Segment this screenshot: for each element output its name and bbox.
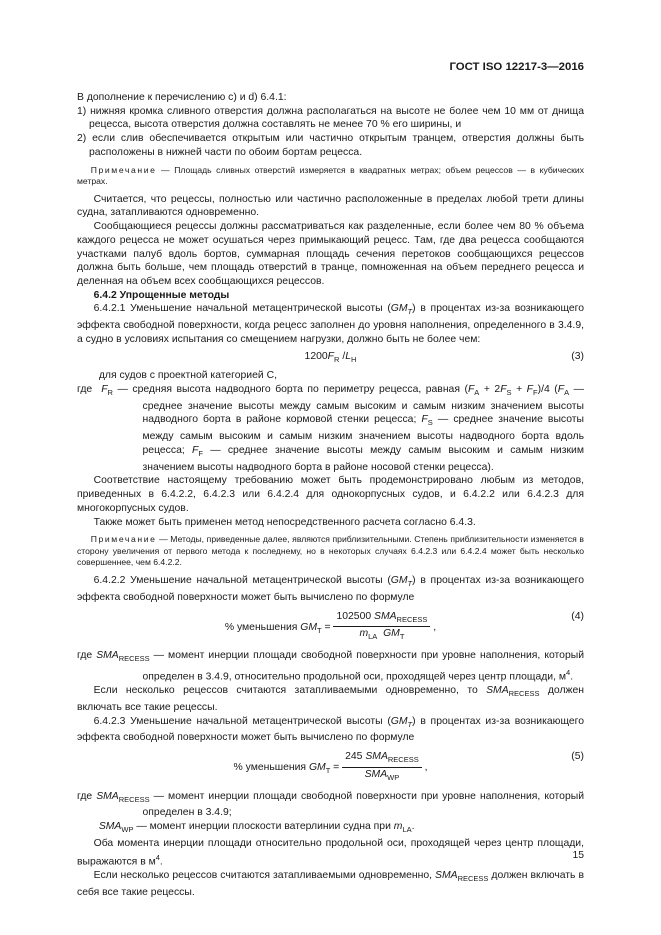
paragraph-multi-recess-1: Если несколько рецессов считаются затапливаемыми одновременно, то $SMA_{RECESS}$ должен включать все такие рецессы. (77, 685, 584, 713)
paragraph-connected: Сообщающиеся рецессы должны рассматриваться как разделенные, если более чем 80 % объема каждого рецесса не может осушаться через примыкающий рецесс. Там, где два рецесса сообщаются участками палуб вдоль бортов, суммарная площадь сечения перетоков сообщающихся рецессов должна быть больше, чем площадь отверстий в транце, помноженная на объем переднего рецесса и деленная на объем всех сообщающихся рецессов. (77, 221, 584, 287)
paragraph-intro: В дополнение к перечислению с) и d) 6.4.1: (77, 92, 287, 103)
paragraph-direct-calc: Также может быть применен метод непосредственного расчета согласно 6.4.3. (93, 516, 476, 528)
formula-number: (4) (571, 610, 584, 622)
paragraph-6-4-2-2: 6.4.2.2 Уменьшение начальной метацентрической высоты $(GM_T)$ в процентах из-за возникающего эффекта свободной поверхности может быть вычислено по формуле (77, 575, 584, 603)
note-1: Примечание — Площадь сливных отверстий измеряется в квадратных метрах; объем рецессов — в кубических метрах. (77, 164, 584, 187)
paragraph-6-4-2-1: 6.4.2.1 Уменьшение начальной метацентрической высоты $(GM_T)$ в процентах из-за возникающего эффекта свободной поверхности, когда рецесс заполнен до уровня наполнения, определенного в 3.4.9, а судно в условиях испытания со смещением нагрузки, должно быть не более чем: (77, 303, 584, 345)
definition-sma-recess-2: где $SMA_{RECESS}$ — момент инерции площади свободной поверхности при уровне наполнения, который определен в 3.4.9; (77, 790, 585, 819)
formula-3: $1200F_R$ $/L_H$ (3) (304, 350, 584, 364)
formula-4: % уменьшения $GM_T$ = $\frac{102500 SMA_{RECESS}}{m_{LA} GM_T}$ , (4) (77, 610, 584, 645)
list-item-1: 1) нижняя кромка сливного отверстия должна располагаться на высоте не более чем 10 мм от днища рецесса, высота отверстия должна составлять не менее 70 % его ширины, и (77, 105, 584, 131)
definition-sma-recess: где $SMA_{RECESS}$ — момент инерции площади свободной поверхности при уровне наполнения, который определен в 3.4.9, относительно продольной оси, проходящей через центр площади, $м^4$. (77, 650, 585, 683)
page-content (77, 91, 584, 899)
formula-number: (5) (571, 751, 584, 763)
note-2: Примечание — Методы, приведенные далее, являются приблизительными. Степень приблизительности изменяется в сторону увеличения от первого метода к последнему, но в некоторых случаях 6.4.2.3 или 6.4.2.4 может быть несколько совершеннее, чем 6.4.2.2. (77, 534, 584, 568)
note-label: Примечание (90, 164, 157, 175)
section-heading-6-4-2: 6.4.2 Упрощенные методы (93, 289, 230, 301)
paragraph-compliance: Соответствие настоящему требованию может быть продемонстрировано любым из методов, приведенных в 6.4.2.2, 6.4.2.3 или 6.4.2.4 для однокорпусных судов, и 6.4.2.2 или 6.4.2.3 для многокорпусных судов. (77, 475, 584, 514)
fraction-4: $\frac{102500 SMA_{RECESS}}{m_{LA} GM_T}$ (333, 610, 430, 645)
paragraph-simultaneous: Считается, что рецессы, полностью или частично расположенные в пределах любой трети длины судна, затапливаются одновременно. (77, 193, 584, 219)
definition-fr: где $F_R$ — средняя высота надводного борта по периметру рецесса, равная $(F_A + 2F_S + F_F)/4$ ($F_A$ — среднее значение высоты между самым высоким и самым низким значением высоты надводного борта в районе кормовой стенки рецесса; $F_S$ — среднее значение высоты между самым высоким и самым низким значением высоты надводного борта вдоль рецесса; $F_F$ — среднее значение высоты между самым высоким и самым низким значением высоты надводного борта в районе носовой стенки рецесса). (77, 384, 585, 473)
fraction-5: $\frac{245 SMA_{RECESS}}{SMA_{WP}}$ (342, 750, 422, 785)
page-number: 15 (572, 850, 584, 861)
paragraph-moments: Оба момента инерции площади относительно продольной оси, проходящей через центр площади, выражаются в $м^4$. (77, 837, 584, 868)
paragraph-6-4-2-3: 6.4.2.3 Уменьшение начальной метацентрической высоты $(GM_T)$ в процентах из-за возникающего эффекта свободной поверхности может быть вычислено по формуле (77, 715, 584, 744)
standard-header: ГОСТ ISO 12217-3—2016 (449, 61, 584, 73)
list-item-2: 2) если слив обеспечивается открытым или частично открытым транцем, отверстия должны быть расположены в нижней части по обоим бортам рецесса. (77, 133, 584, 158)
note-label: Примечание (90, 534, 157, 545)
formula-number: (3) (571, 350, 584, 362)
paragraph-category: для судов с проектной категорией С, (98, 370, 277, 382)
definition-sma-wp: $SMA_{WP}$ — момент инерции плоскости ватерлинии судна при $m_{LA}$. (98, 821, 415, 835)
formula-5: % уменьшения $GM_T$ = $\frac{245 SMA_{RECESS}}{SMA_{WP}}$ , (5) (77, 750, 584, 785)
paragraph-multi-recess-2: Если несколько рецессов считаются затапливаемыми одновременно, $SMA_{RECESS}$ должен включать в себя все такие рецессы. (77, 869, 584, 898)
